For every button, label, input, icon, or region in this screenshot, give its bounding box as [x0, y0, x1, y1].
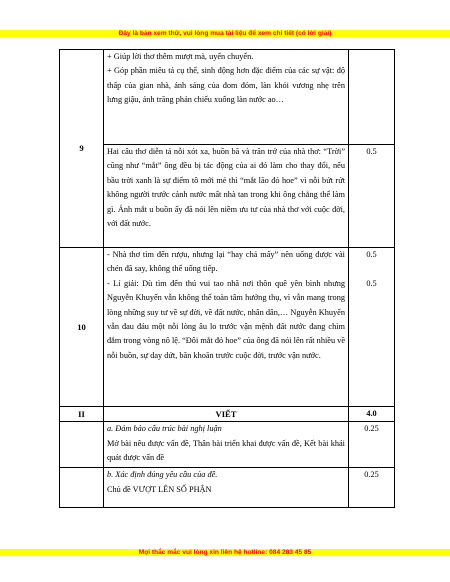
table-row [60, 468, 395, 508]
score-cell [349, 248, 395, 407]
score-value: 0.25 [364, 470, 379, 480]
score-cell [349, 50, 395, 145]
answer-key-table [59, 49, 395, 508]
answer-cell [104, 145, 349, 248]
table-row [60, 248, 395, 407]
table-row [60, 407, 395, 422]
table-row [60, 145, 395, 248]
preview-notice-banner [0, 30, 450, 37]
answer-cell [104, 248, 349, 407]
score-cell [349, 145, 395, 248]
answer-cell [104, 50, 349, 145]
score-value: 0.5 [366, 250, 377, 259]
score-value: 0.5 [366, 278, 377, 288]
question-number: 9 [60, 50, 104, 248]
preview-notice-text: Đây là bản xem thử, vui lòng mua tài liệu để xem chi tiết (có lời giải) [118, 30, 332, 37]
part-number: II [60, 407, 104, 422]
criteria-cell [104, 422, 349, 468]
hotline-text: Mọi thắc mắc vui lòng xin liên hệ hotline: 084 283 45 85 [138, 549, 312, 556]
hotline-banner [0, 549, 450, 556]
criteria-heading: b. Xác định đúng yêu cầu của đề. [107, 470, 218, 480]
criteria-cell [104, 468, 349, 508]
table-row [60, 50, 395, 145]
criteria-body: Chủ đề VƯỢT LÊN SỐ PHẬN [107, 484, 212, 494]
answer-text: + Góp phần miêu tả cụ thể, sinh động hơn đặc điểm của các sự vật: độ thấp của gian nhà, ánh sáng của đom đóm, làn khói vương nhẹ trên lưng giậu, ánh trăng phản chiếu xuống làn nước ao… [107, 66, 345, 105]
question-number: 10 [60, 248, 104, 407]
score-cell [349, 422, 395, 468]
criteria-body: Mở bài nêu được vấn đề, Thân bài triển khai được vấn đề, Kết bài khái quát được vấn đề [107, 438, 345, 463]
part-title: VIẾT [104, 407, 349, 422]
score-cell [349, 468, 395, 508]
score-value: 0.5 [366, 147, 377, 156]
answer-text: - Nhà thơ tìm đến rượu, nhưng lại “hay chả mấy” nên uống được vài chén đã say, không thể uống tiếp. [107, 250, 345, 274]
score-value: 0.25 [364, 424, 379, 434]
answer-text: Hai câu thơ diễn tả nỗi xót xa, buồn bã và trăn trở của nhà thơ: “Trời” cũng như “mắt” ông đều bị tác động của ai đó làm cho thay đổi, nếu bầu trời xanh là sự điểm tô mới mẻ thì “mắt lão đỏ hoe” vì nỗi bứt rứt không người trước cảnh nước mất nhà tan trong khi ông chẳng thể làm gì. Ánh mắt u buồn ấy đã nói lên niềm ưu tư của nhà thơ với cuộc đời, với đất nước. [107, 147, 345, 229]
table-row [60, 422, 395, 468]
part-score: 4.0 [349, 407, 395, 422]
answer-text: - Lí giải: Dù tìm đến thú vui tao nhã nơi thôn quê yên bình nhưng Nguyễn Khuyến vẫn không thể toàn tâm hưởng thụ, vì vẫn mang trong lòng những suy tư về sự đời, về đất nước, nhân dân,… Nguyễn Khuyến vẫn đau đáu một nỗi lòng âu lo trước vận mệnh đất nước đang chìm đắm trong vòng nô lệ. “Đôi mắt đỏ hoe” của ông đã nói lên rất nhiều về nỗi buồn, sự day dứt, băn khoăn trước cuộc đời, trước vận nước. [107, 278, 346, 360]
answer-text: + Giúp lời thơ thêm mượt mà, uyển chuyển. [107, 52, 254, 61]
criteria-heading: a. Đảm bảo cấu trúc bài nghị luận [107, 424, 222, 434]
